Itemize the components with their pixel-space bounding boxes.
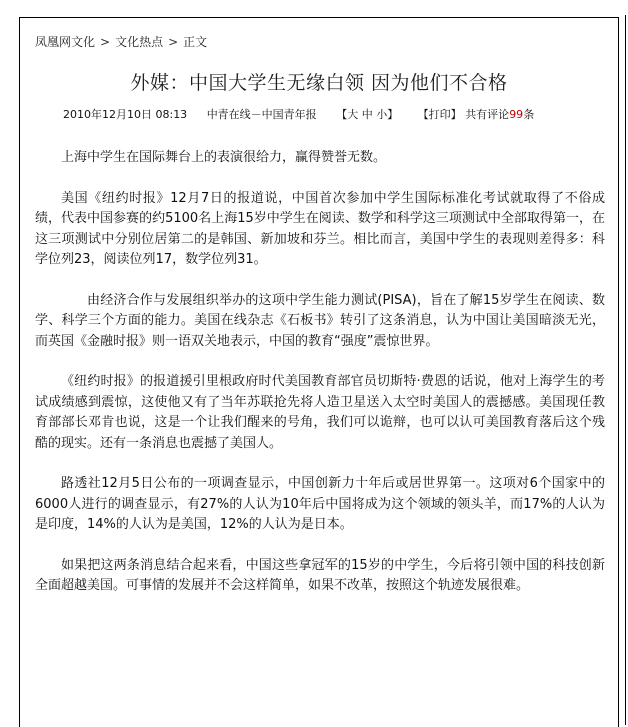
article-source: 中青在线－中国青年报 <box>206 108 317 121</box>
article-container <box>19 17 619 727</box>
bracket-close: 】 <box>387 108 399 121</box>
paragraph: 如果把这两条消息结合起来看，中国这些拿冠军的15岁的中学生，今后将引领中国的科技创新全面超越美国。可事情的发展并不会这样简单，如果不改革，按照这个轨迹发展很难。 <box>35 557 605 593</box>
paragraph: 上海中学生在国际舞台上的表演很给力，赢得赞誉无数。 <box>61 150 387 165</box>
font-medium-button[interactable]: 中 <box>361 108 373 121</box>
paragraph: 路透社12月5日公布的一项调查显示，中国创新力十年后或居世界第一。这项对6个国家中的6000人进行的调查显示，有27%的人认为10年后中国将成为这个领域的领头羊，而17%的人认为是印度，14%的人认为是美国，12%的人认为是日本。 <box>35 476 605 532</box>
font-small-button[interactable]: 小 <box>376 108 388 121</box>
breadcrumb-separator: > <box>100 35 111 49</box>
comments-prefix: 共有评论 <box>465 108 510 121</box>
font-size-controls <box>336 106 398 122</box>
outer-edge-divider <box>625 15 626 725</box>
breadcrumb-item-current: 正文 <box>183 35 208 49</box>
comments-link[interactable] <box>465 106 534 122</box>
breadcrumb-item-section[interactable]: 文化热点 <box>115 35 164 49</box>
font-large-button[interactable]: 大 <box>347 108 359 121</box>
breadcrumb-item-home[interactable]: 凤凰网文化 <box>35 35 96 49</box>
article-body <box>35 148 605 617</box>
comments-count: 99 <box>509 108 524 121</box>
publish-datetime: 2010年12月10日 08:13 <box>63 108 188 121</box>
bracket-open: 【 <box>336 108 348 121</box>
print-button[interactable]: 【打印】 <box>417 108 462 121</box>
paragraph: 《纽约时报》的报道援引里根政府时代美国教育部官员切斯特·费恩的话说，他对上海学生的考试成绩感到震惊，这使他又有了当年苏联抢先将人造卫星送入太空时美国人的震撼感。美国现任教育部部长邓肯也说，这是一个让我们醒来的号角，我们可以诡辩，也可以认可美国教育落后这个残酷的现实。还有一条消息也震撼了美国人。 <box>35 374 605 451</box>
article-title: 外媒：中国大学生无缘白领 因为他们不合格 <box>130 72 508 94</box>
breadcrumb-separator: > <box>168 35 179 49</box>
comments-suffix: 条 <box>523 108 535 121</box>
article-meta <box>63 106 534 122</box>
paragraph: 由经济合作与发展组织举办的这项中学生能力测试(PISA)，旨在了解15岁学生在阅读、数学、科学三个方面的能力。美国在线杂志《石板书》转引了这条消息，认为中国让美国暗淡无光，而英国《金融时报》则一语双关地表示，中国的教育“强度”震惊世界。 <box>35 292 605 349</box>
paragraph: 美国《纽约时报》12月7日的报道说，中国首次参加中学生国际标准化考试就取得了不俗成绩，代表中国参赛的约5100名上海15岁中学生在阅读、数学和科学这三项测试中全部取得第一，在这三项测试中分别位居第二的是韩国、新加坡和芬兰。相比而言，美国中学生的表现则差得多：科学位列23，阅读位列17，数学位列31。 <box>35 190 605 267</box>
breadcrumb <box>35 33 207 50</box>
